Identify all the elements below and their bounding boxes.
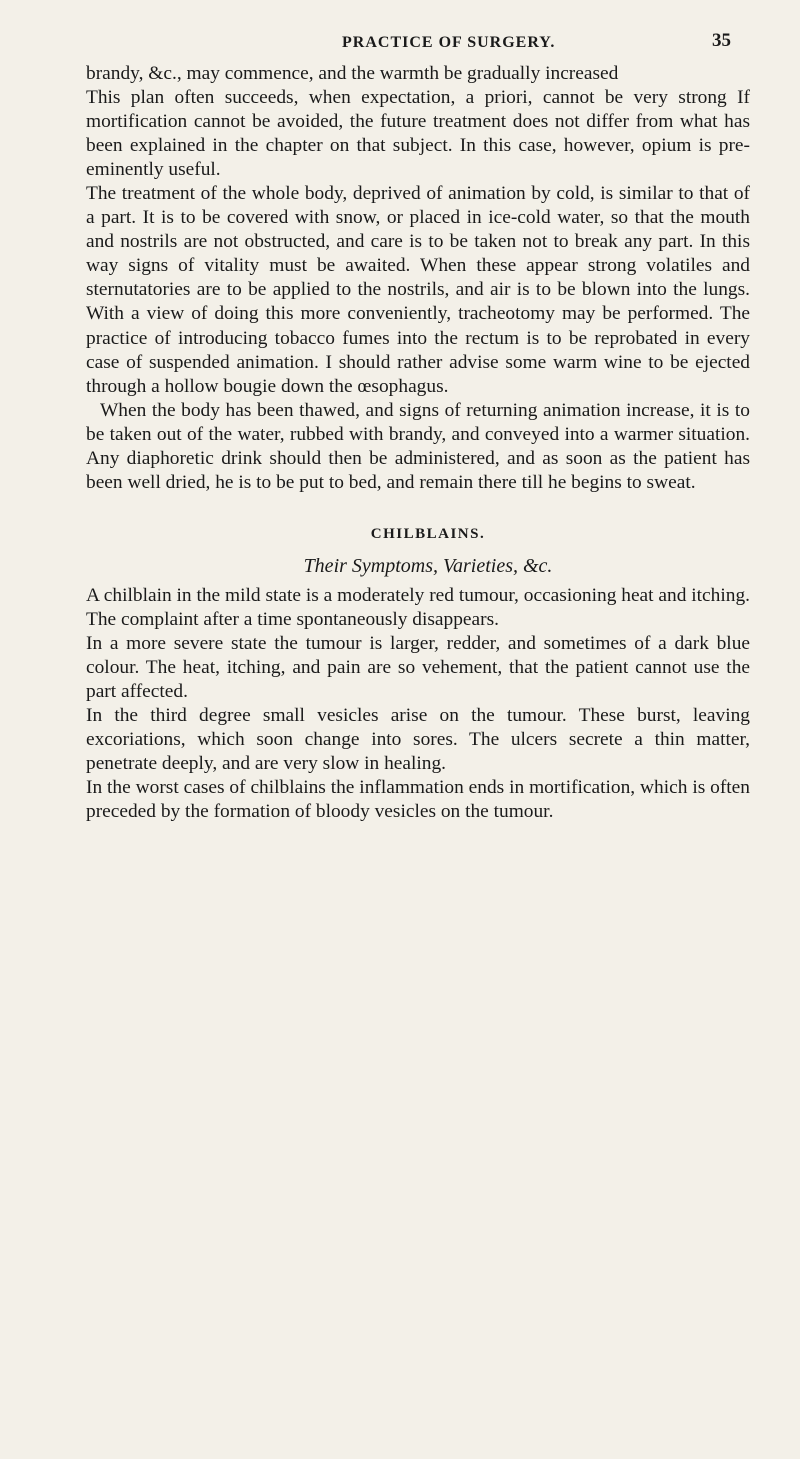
paragraph: In the third degree small vesicles arise on the tumour. These burst, leaving excoriations, which soon change into sores. The ulcers secrete a thin matter, penetrate deeply, and are very slow in healing. [86, 705, 750, 775]
paragraph: In a more severe state the tumour is larger, redder, and sometimes of a dark blue colour. The heat, itching, and pain are so vehement, that the patient cannot use the part affected. [86, 633, 750, 703]
body-text [86, 62, 750, 824]
paragraph: This plan often succeeds, when expectation, a priori, cannot be very strong If mortification cannot be avoided, the future treatment does not differ from what has been explained in the chapter on that subject. In this case, however, opium is pre-eminently useful. [86, 87, 750, 181]
section-title: CHILBLAINS. [370, 525, 486, 542]
paragraph: The treatment of the whole body, deprived of animation by cold, is similar to that of a part. It is to be covered with snow, or placed in ice-cold water, so that the mouth and nostrils are not obstructed, and care is to be taken not to break any part. In this way signs of vitality must be awaited. When these appear strong volatiles and sternutatories are to be applied to the nostrils, and air is to be blown into the lungs. With a view of doing this more conveniently, tracheotomy may be performed. The practice of introducing tobacco fumes into the rectum is to be reprobated in every case of suspended animation. I should rather advise some warm wine to be ejected through a hollow bougie down the œsophagus. [86, 183, 750, 397]
page-header [0, 28, 800, 58]
section-subtitle: Their Symptoms, Varieties, &c. [303, 554, 553, 577]
paragraph: brandy, &c., may commence, and the warmth be gradually increased [86, 63, 619, 84]
paragraph: In the worst cases of chilblains the inflammation ends in mortification, which is often preceded by the formation of bloody vesicles on the tumour. [86, 777, 750, 823]
running-head: PRACTICE OF SURGERY. [342, 34, 556, 51]
page-number: 35 [712, 30, 731, 51]
paragraph: A chilblain in the mild state is a moderately red tumour, occasioning heat and itching. The complaint after a time spontaneously disappears. [86, 584, 750, 630]
paragraph: When the body has been thawed, and signs of returning animation increase, it is to be taken out of the water, rubbed with brandy, and conveyed into a warmer situation. Any diaphoretic drink should then be administered, and as soon as the patient has been well dried, he is to be put to bed, and remain there till he begins to sweat. [86, 399, 750, 493]
